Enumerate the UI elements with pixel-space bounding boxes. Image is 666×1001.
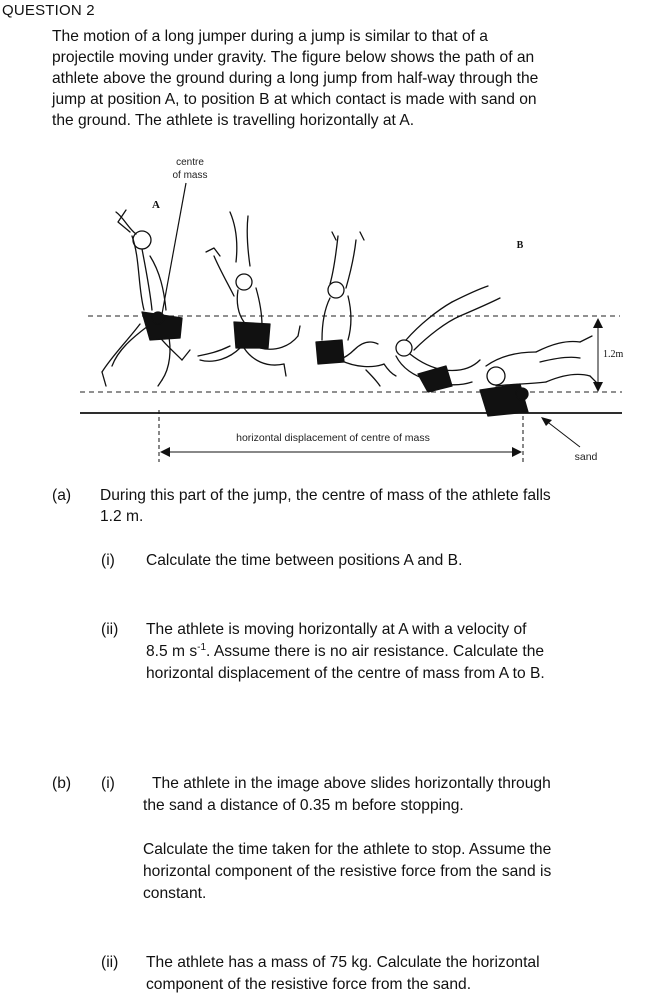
height-arrow-top bbox=[593, 318, 603, 328]
intro-line: jump at position A, to position B at which contact is made with sand on bbox=[52, 91, 537, 108]
label-b: B bbox=[516, 240, 524, 251]
part-a-i-text: Calculate the time between positions A and B. bbox=[146, 552, 463, 569]
height-label: 1.2m bbox=[603, 349, 624, 360]
intro-line: athlete above the ground during a long jump from half-way through the bbox=[52, 70, 539, 87]
part-a-i-label: (i) bbox=[101, 552, 115, 569]
label-a: A bbox=[152, 199, 160, 211]
long-jump-figure bbox=[0, 150, 666, 470]
centre-pointer-line bbox=[162, 183, 186, 314]
part-b-ii-line-2: component of the resistive force from the sand. bbox=[146, 976, 472, 993]
sand-label: sand bbox=[574, 451, 598, 463]
velocity-value: 8.5 m s bbox=[146, 643, 198, 660]
centre-label: centre bbox=[176, 157, 204, 168]
part-a-ii-line-2 bbox=[146, 642, 544, 662]
part-a-ii-label: (ii) bbox=[101, 621, 119, 638]
question-heading: QUESTION 2 bbox=[2, 2, 95, 19]
part-a-ii-line-1: The athlete is moving horizontally at A with a velocity of bbox=[146, 621, 527, 638]
part-a-ii-line-3: horizontal displacement of the centre of mass from A to B. bbox=[146, 665, 545, 682]
displacement-label: horizontal displacement of centre of mass bbox=[236, 432, 430, 444]
athlete-figure-4 bbox=[396, 286, 500, 385]
intro-line: projectile moving under gravity. The figure below shows the path of an bbox=[52, 49, 535, 66]
sand-pointer-line bbox=[545, 420, 580, 447]
part-b-i-para-2-line-3: constant. bbox=[143, 885, 207, 902]
part-a-text-line-1: During this part of the jump, the centre of mass of the athlete falls bbox=[100, 487, 551, 504]
athlete-figure-2 bbox=[198, 212, 300, 376]
displacement-arrow-left bbox=[160, 447, 170, 457]
intro-line: The motion of a long jumper during a jump is similar to that of a bbox=[52, 28, 488, 45]
athlete-figure-5 bbox=[486, 336, 598, 386]
velocity-unit-exponent: -1 bbox=[197, 641, 207, 653]
part-a-label: (a) bbox=[52, 487, 72, 504]
displacement-arrow-right bbox=[512, 447, 522, 457]
part-b-i-line-2: the sand a distance of 0.35 m before stopping. bbox=[143, 797, 464, 814]
of-mass-label: of mass bbox=[172, 170, 208, 181]
part-a-ii-line-2-rest: . Assume there is no air resistance. Calculate the bbox=[206, 643, 545, 660]
intro-line: the ground. The athlete is travelling horizontally at A. bbox=[52, 112, 415, 129]
part-a-text-line-2: 1.2 m. bbox=[100, 508, 144, 525]
part-b-i-line-1: The athlete in the image above slides horizontally through bbox=[152, 775, 551, 792]
part-b-ii-line-1: The athlete has a mass of 75 kg. Calculate the horizontal bbox=[146, 954, 540, 971]
intro-paragraph bbox=[52, 27, 662, 132]
part-b-ii-label: (ii) bbox=[101, 954, 119, 971]
part-b-label: (b) bbox=[52, 775, 72, 792]
part-b-i-para-2-line-2: horizontal component of the resistive force from the sand is bbox=[143, 863, 552, 880]
part-b-i-para-2-line-1: Calculate the time taken for the athlete to stop. Assume the bbox=[143, 841, 552, 858]
part-b-i-label: (i) bbox=[101, 775, 115, 792]
